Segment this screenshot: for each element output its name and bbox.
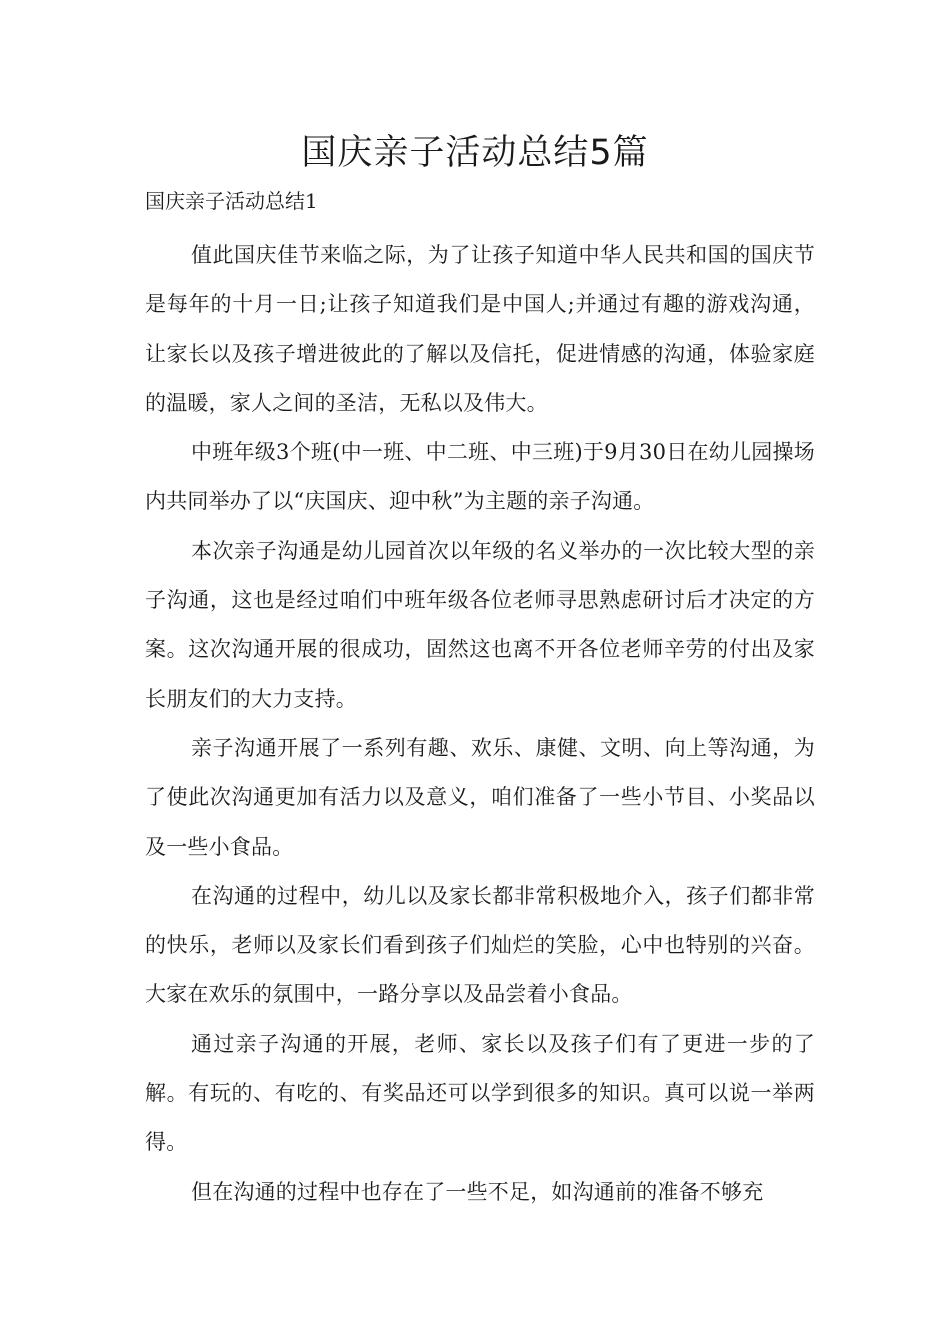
- body-text: [145, 231, 815, 1217]
- document-title: 国庆亲子活动总结5篇: [301, 133, 649, 173]
- paragraph-3: 本次亲子沟通是幼儿园首次以年级的名义举办的一次比较大型的亲子沟通，这也是经过咱们中班年级各位老师寻思熟虑研讨后才决定的方案。这次沟通开展的很成功，固然这也离不开各位老师辛劳的付出及家长朋友们的大力支持。: [145, 538, 815, 711]
- paragraph-1: 值此国庆佳节来临之际，为了让孩子知道中华人民共和国的国庆节是每年的十月一日;让孩子知道我们是中国人;并通过有趣的游戏沟通，让家长以及孩子增进彼此的了解以及信托，促进情感的沟通，体验家庭的温暖，家人之间的圣洁，无私以及伟大。: [145, 243, 815, 415]
- section-heading: 国庆亲子活动总结1: [145, 189, 318, 213]
- paragraph-2: 中班年级3个班(中一班、中二班、中三班)于9月30日在幼儿园操场内共同举办了以“庆国庆、迎中秋”为主题的亲子沟通。: [145, 440, 815, 514]
- paragraph-6: 通过亲子沟通的开展，老师、家长以及孩子们有了更进一步的了解。有玩的、有吃的、有奖品还可以学到很多的知识。真可以说一举两得。: [145, 1031, 815, 1155]
- paragraph-7: 但在沟通的过程中也存在了一些不足，如沟通前的准备不够充: [191, 1179, 764, 1204]
- paragraph-4: 亲子沟通开展了一系列有趣、欢乐、康健、文明、向上等沟通，为了使此次沟通更加有活力以及意义，咱们准备了一些小节目、小奖品以及一些小食品。: [145, 735, 815, 859]
- paragraph-5: 在沟通的过程中，幼儿以及家长都非常积极地介入，孩子们都非常的快乐，老师以及家长们看到孩子们灿烂的笑脸，心中也特别的兴奋。大家在欢乐的氛围中，一路分享以及品尝着小食品。: [145, 883, 815, 1007]
